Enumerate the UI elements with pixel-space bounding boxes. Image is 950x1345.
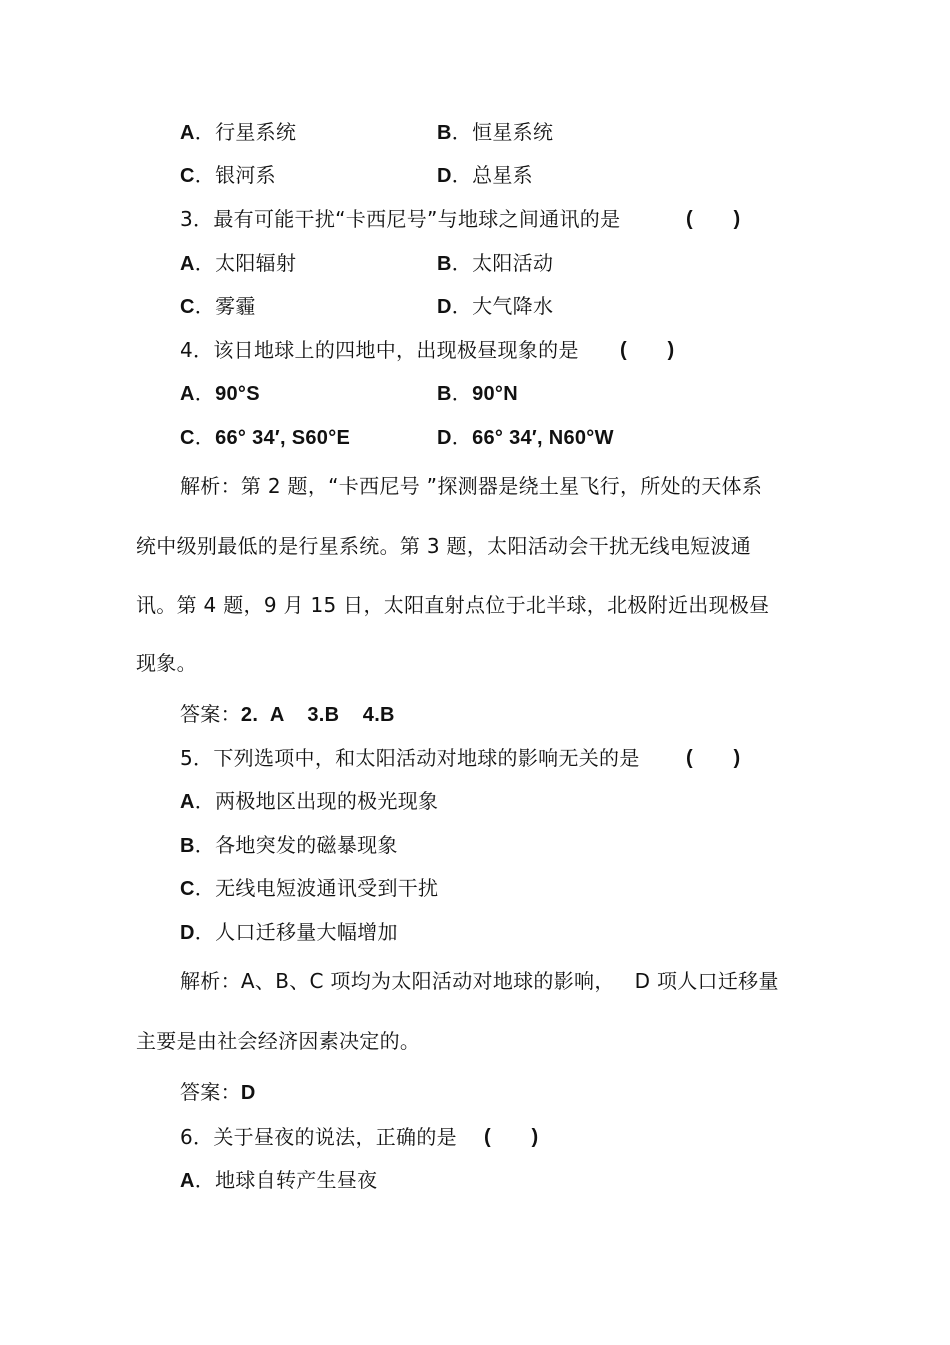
option-b: B．90°N bbox=[437, 381, 518, 405]
answer-value: D bbox=[240, 1082, 256, 1104]
analysis-label: 解析： bbox=[180, 969, 241, 993]
option-a: A．90°S bbox=[180, 381, 260, 405]
option-a: A．地球自转产生昼夜 bbox=[180, 1168, 378, 1192]
option-b: B．太阳活动 bbox=[437, 251, 554, 275]
answer-paren: ( ) bbox=[620, 339, 675, 361]
answer-label: 答案： bbox=[180, 702, 241, 726]
analysis-line: 解析：第 2 题，“卡西尼号 ”探测器是绕土星飞行，所处的天体系 bbox=[180, 474, 763, 498]
analysis-line: 主要是由社会经济因素决定的。 bbox=[136, 1029, 421, 1053]
analysis-line: 现象。 bbox=[136, 651, 197, 675]
analysis-line: 统中级别最低的是行星系统。第 3 题，太阳活动会干扰无线电短波通 bbox=[136, 534, 752, 558]
option-d: D．大气降水 bbox=[437, 294, 554, 318]
question-3: 3．最有可能干扰“卡西尼号”与地球之间通讯的是 bbox=[180, 207, 621, 231]
answer-paren: ( ) bbox=[686, 208, 741, 230]
option-c: C．银河系 bbox=[180, 163, 276, 187]
option-a: A．行星系统 bbox=[180, 120, 297, 144]
option-b: B．各地突发的磁暴现象 bbox=[180, 833, 398, 857]
question-5: 5．下列选项中，和太阳活动对地球的影响无关的是 bbox=[180, 746, 640, 770]
option-a: A．两极地区出现的极光现象 bbox=[180, 789, 439, 813]
answer-line bbox=[180, 701, 395, 728]
answer-value: 2. A 3.B 4.B bbox=[240, 704, 395, 726]
question-4: 4．该日地球上的四地中，出现极昼现象的是 bbox=[180, 338, 579, 362]
option-d: D．66° 34′, N60°W bbox=[437, 425, 614, 449]
analysis-line: 解析：A、B、C 项均为太阳活动对地球的影响， D 项人口迁移量 bbox=[180, 969, 779, 993]
answer-paren: ( ) bbox=[484, 1126, 539, 1148]
answer-label: 答案： bbox=[180, 1080, 241, 1104]
option-c: C．66° 34′, S60°E bbox=[180, 425, 351, 449]
option-d: D．人口迁移量大幅增加 bbox=[180, 920, 398, 944]
analysis-line: 讯。第 4 题，9 月 15 日，太阳直射点位于北半球，北极附近出现极昼 bbox=[136, 593, 770, 617]
answer-paren: ( ) bbox=[686, 747, 741, 769]
option-b: B．恒星系统 bbox=[437, 120, 554, 144]
option-a: A．太阳辐射 bbox=[180, 251, 297, 275]
option-c: C．无线电短波通讯受到干扰 bbox=[180, 876, 439, 900]
option-c: C．雾霾 bbox=[180, 294, 256, 318]
option-d: D．总星系 bbox=[437, 163, 533, 187]
answer-line bbox=[180, 1079, 256, 1106]
analysis-label: 解析： bbox=[180, 474, 241, 498]
question-6: 6．关于昼夜的说法，正确的是 bbox=[180, 1125, 457, 1149]
